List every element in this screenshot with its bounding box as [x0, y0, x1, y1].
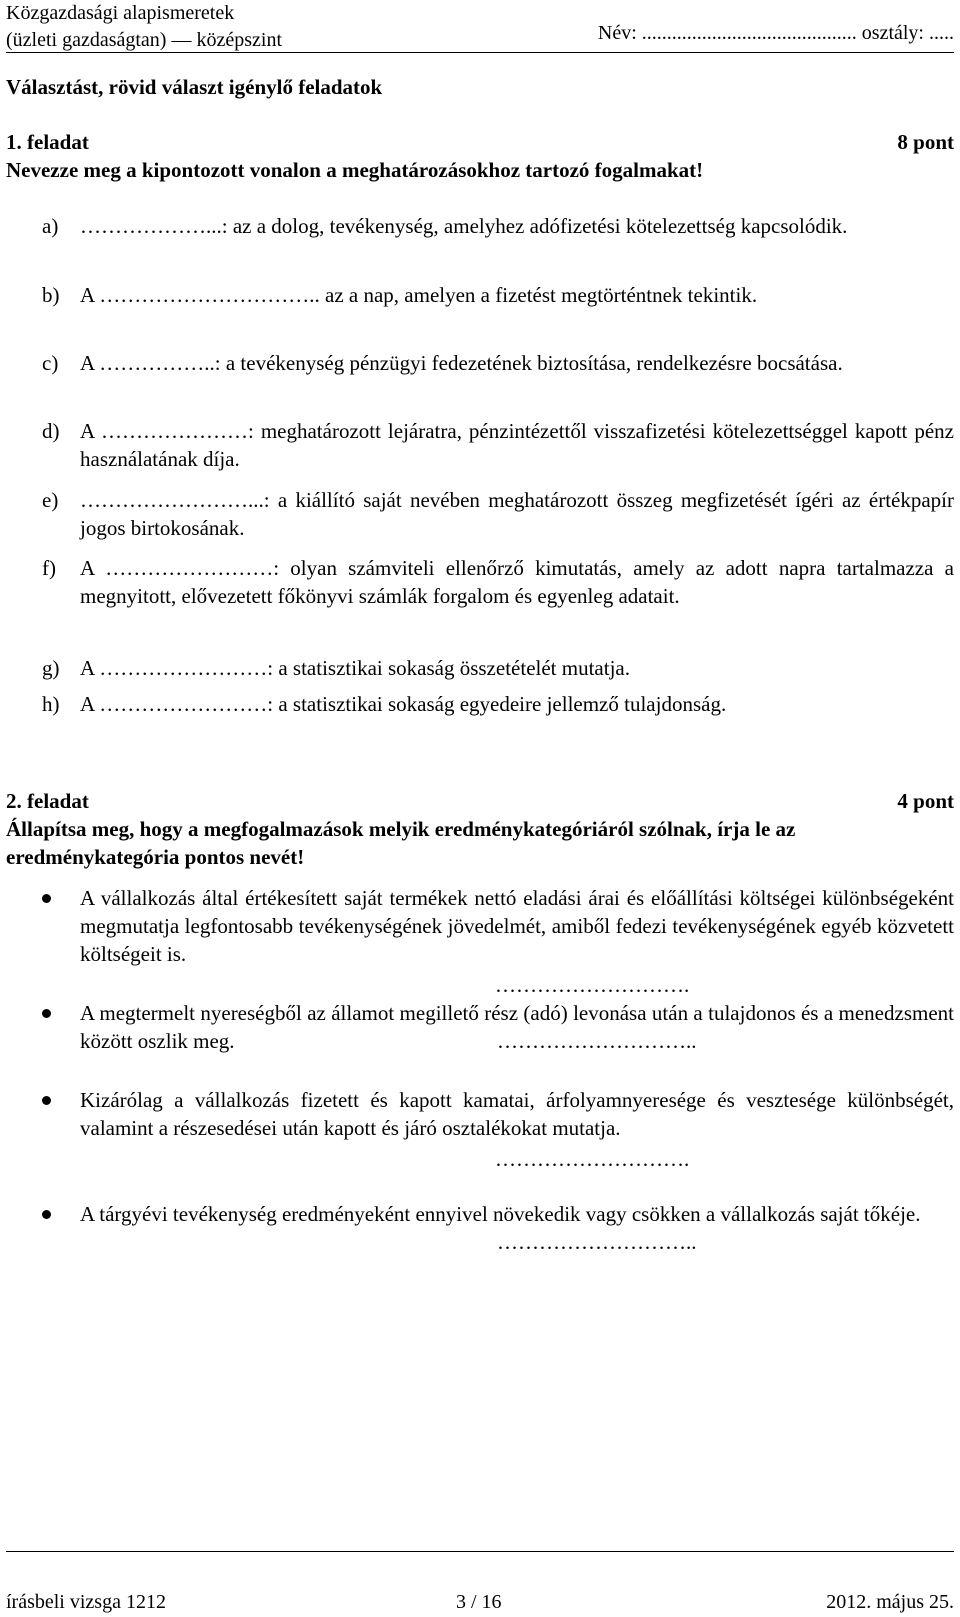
task1-heading: [6, 128, 954, 156]
header-subject: [6, 0, 282, 54]
item-text: A ……………..: a tevékenység pénzügyi fedezetének biztosítása, rendelkezésre bocsátása.: [80, 351, 843, 375]
footer-date: 2012. május 25.: [826, 1591, 954, 1613]
task2-points: 4 pont: [897, 789, 954, 813]
item-label: g): [42, 656, 60, 680]
task1-item-b: [42, 281, 954, 309]
item-text: A …………………: meghatározott lejáratra, pénzintézettől visszafizetési kötelezettséggel kapott pénz használatának díja.: [80, 419, 954, 471]
task2-title: 2. feladat: [6, 789, 89, 813]
task1-item-c: [42, 349, 954, 377]
task1-points: 8 pont: [897, 130, 954, 154]
bullet-dot: [42, 1009, 51, 1018]
task2-instruction: Állapítsa meg, hogy a megfogalmazások melyik eredménykategóriáról szólnak, írja le az eredménykategória pontos nevét!: [6, 817, 796, 869]
task1-item-d: [42, 417, 954, 473]
item-label: a): [42, 214, 59, 238]
header-subject-line1: Közgazdasági alapismeretek: [6, 2, 235, 24]
bullet-dot: [42, 1210, 51, 1219]
bullet-dot: [42, 1096, 51, 1105]
task1-item-g: [42, 654, 954, 682]
footer-exam-code: írásbeli vizsga 1212: [6, 1591, 166, 1613]
item-text: A ………………………….. az a nap, amelyen a fizetést megtörténtnek tekintik.: [80, 283, 758, 307]
header-name-class: Név: ........................................... osztály: .....: [597, 22, 954, 44]
footer-divider: [6, 1551, 954, 1552]
task1-item-e: [42, 486, 954, 542]
task2-bullet-3: [42, 1086, 954, 1142]
page-header: [6, 0, 954, 52]
task1-item-a: [42, 212, 954, 240]
item-label: h): [42, 692, 60, 716]
item-text: ……………………...: a kiállító saját nevében meghatározott összeg megfizetését ígéri az értékpapír jogos birtokosának.: [80, 488, 954, 540]
item-label: e): [42, 488, 59, 512]
item-label: f): [42, 556, 56, 580]
item-text: A ……………………: a statisztikai sokaság egyedeire jellemző tulajdonság.: [80, 692, 727, 716]
bullet-text: A tárgyévi tevékenység eredményeként ennyivel növekedik vagy csökken a vállalkozás saját tőkéje.: [80, 1202, 921, 1226]
task2-bullet-1: [42, 884, 954, 968]
item-label: b): [42, 283, 60, 307]
task2-answer-4[interactable]: ………………………..: [497, 1230, 697, 1254]
item-label: d): [42, 419, 60, 443]
item-text: A ……………………: olyan számviteli ellenőrző kimutatás, amely az adott napra tartalmazza a megnyitott, elővezetett főkönyvi számlák forgalom és egyenleg adatait.: [80, 556, 954, 608]
header-divider: [6, 52, 954, 53]
bullet-text: A megtermelt nyereségből az államot megillető rész (adó) levonása után a tulajdonos és a menedzsment között oszlik meg.: [80, 1001, 954, 1053]
item-label: c): [42, 351, 59, 375]
task1-item-h: [42, 690, 954, 718]
task2-bullet-4: [42, 1200, 954, 1228]
task2-answer-1[interactable]: ……………………….: [495, 973, 690, 997]
bullet-dot: [42, 894, 51, 903]
header-subject-line2: (üzleti gazdaságtan) — középszint: [6, 29, 282, 51]
task1-title: 1. feladat: [6, 130, 89, 154]
task2-answer-2[interactable]: ………………………..: [497, 1029, 697, 1053]
footer-page-number: 3 / 16: [456, 1591, 502, 1613]
section-title: Választást, rövid választ igénylő feladatok: [6, 75, 383, 99]
task2-heading: [6, 787, 954, 815]
task2-answer-3[interactable]: ……………………….: [495, 1147, 690, 1171]
task1-item-f: [42, 554, 954, 610]
task1-instruction: Nevezze meg a kipontozott vonalon a meghatározásokhoz tartozó fogalmakat!: [6, 158, 704, 182]
bullet-text: Kizárólag a vállalkozás fizetett és kapott kamatai, árfolyamnyeresége és vesztesége különbségét, valamint a részesedései után kapott és járó osztalékokat mutatja.: [80, 1088, 954, 1140]
item-text: ………………...: az a dolog, tevékenység, amelyhez adófizetési kötelezettség kapcsolódik.: [80, 214, 848, 238]
bullet-text: A vállalkozás által értékesített saját termékek nettó eladási árai és előállítási költségei különbségeként megmutatja legfontosabb tevékenységének jövedelmét, amiből fedezi tevékenységének egyéb közvetett költségeit is.: [80, 886, 954, 966]
item-text: A ……………………: a statisztikai sokaság összetételét mutatja.: [80, 656, 630, 680]
